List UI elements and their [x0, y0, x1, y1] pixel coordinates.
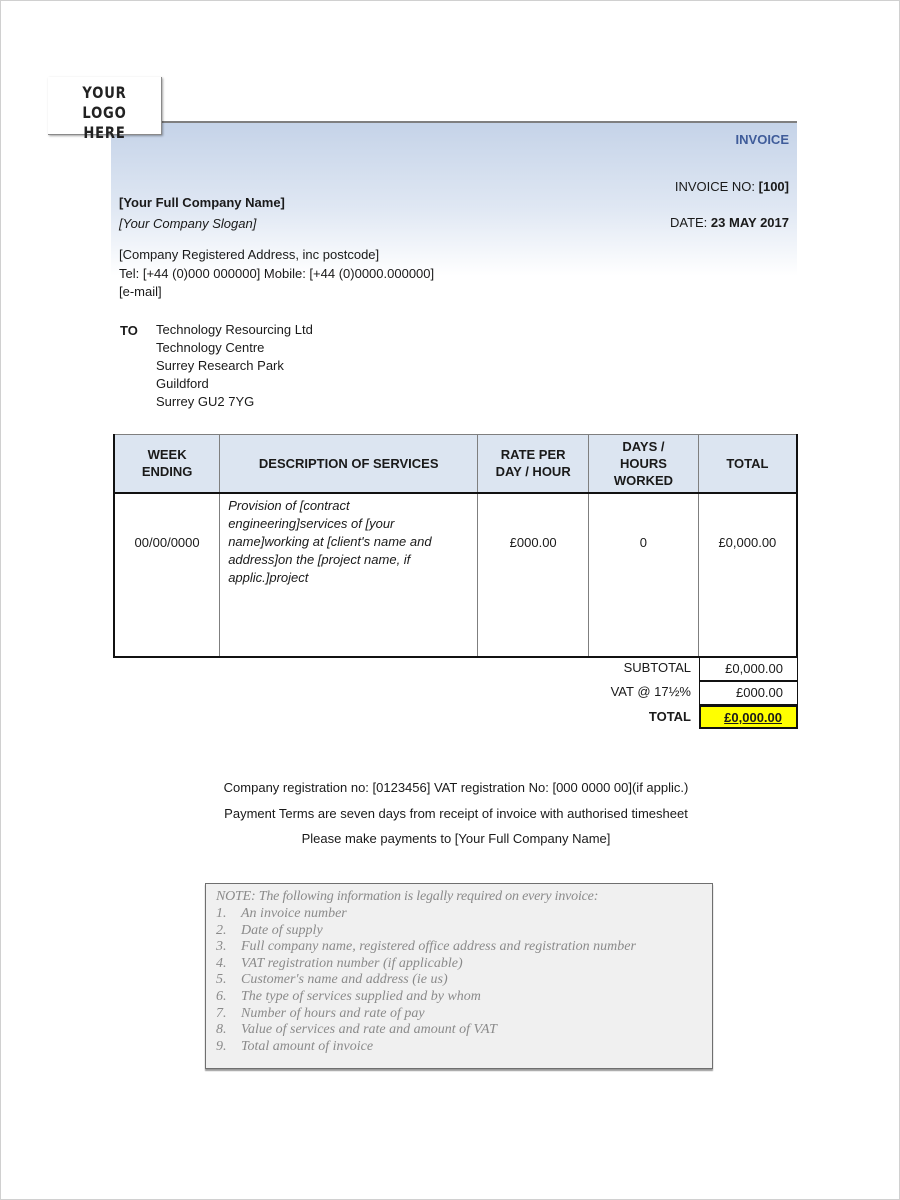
- list-item: 2. Date of supply: [216, 922, 323, 938]
- logo-line-2: HERE: [83, 123, 126, 142]
- company-phone: Tel: [+44 (0)000 000000] Mobile: [+44 (0)0000.000000]: [119, 265, 435, 281]
- recipient-line: Surrey GU2 7YG: [156, 394, 255, 409]
- invoice-date-value: 23 MAY 2017: [710, 215, 789, 230]
- recipient-line: Guildford: [156, 376, 209, 391]
- invoice-date: [670, 215, 789, 230]
- subtotal-value: £0,000.00: [699, 657, 798, 681]
- table-header-row: [114, 435, 797, 493]
- company-name: [Your Full Company Name]: [119, 195, 285, 210]
- subtotal-label: SUBTOTAL: [623, 660, 691, 675]
- recipient-label: TO: [120, 323, 138, 338]
- col-rate: RATE PER DAY / HOUR: [478, 435, 589, 493]
- cell-total: £0,000.00: [698, 493, 797, 657]
- services-table: [113, 434, 798, 658]
- list-item: 6. The type of services supplied and by whom: [216, 988, 481, 1004]
- registration-info: Company registration no: [0123456] VAT registration No: [000 0000 00](if applic.): [223, 780, 689, 795]
- company-slogan: [Your Company Slogan]: [119, 216, 257, 231]
- list-item: 4. VAT registration number (if applicable): [216, 955, 463, 971]
- list-item: 8. Value of services and rate and amount of VAT: [216, 1022, 497, 1038]
- list-item: 9. Total amount of invoice: [216, 1038, 374, 1054]
- vat-value: £000.00: [699, 681, 798, 705]
- col-total: TOTAL: [698, 435, 797, 493]
- invoice-number-label: INVOICE NO:: [674, 179, 756, 194]
- cell-rate: £000.00: [478, 493, 589, 657]
- recipient-line: Technology Resourcing Ltd: [156, 322, 313, 337]
- col-days-hours: DAYS / HOURS WORKED: [589, 435, 699, 493]
- invoice-date-label: DATE:: [669, 215, 708, 230]
- note-heading: NOTE: The following information is legally required on every invoice:: [216, 889, 599, 904]
- vat-label: VAT @ 17½%: [610, 684, 691, 699]
- list-item: 5. Customer's name and address (ie us): [216, 972, 448, 988]
- recipient-line: Technology Centre: [156, 340, 265, 355]
- list-item: 1. An invoice number: [216, 906, 347, 921]
- recipient-line: Surrey Research Park: [156, 358, 284, 373]
- company-email: [e-mail]: [119, 284, 162, 299]
- payment-terms: Payment Terms are seven days from receipt of invoice with authorised timesheet: [224, 806, 688, 821]
- cell-description: Provision of [contract engineering]services of [your name]working at [client's name and address]on the [project name, if applic.]project: [220, 493, 478, 657]
- logo-placeholder: [48, 77, 162, 142]
- col-description: DESCRIPTION OF SERVICES: [220, 435, 478, 493]
- total-label: TOTAL: [648, 709, 691, 724]
- note-list: [216, 906, 702, 1055]
- list-item: 3. Full company name, registered office address and registration number: [216, 939, 636, 955]
- invoice-number: [675, 179, 789, 194]
- list-item: 7. Number of hours and rate of pay: [216, 1005, 425, 1021]
- col-week-ending: WEEK ENDING: [114, 435, 220, 493]
- grand-total-value: £0,000.00: [699, 705, 798, 729]
- invoice-title: INVOICE: [735, 132, 789, 147]
- cell-days: 0: [589, 493, 699, 657]
- cell-week-ending: 00/00/0000: [114, 493, 220, 657]
- company-address: [Company Registered Address, inc postcode]: [119, 247, 380, 262]
- payment-instructions: Please make payments to [Your Full Company Name]: [301, 831, 611, 846]
- logo-line-1: YOUR LOGO: [82, 83, 127, 122]
- invoice-number-value: [100]: [758, 179, 789, 194]
- legal-note-box: [205, 883, 713, 1069]
- company-contact: [119, 246, 434, 302]
- recipient-address: [156, 321, 313, 411]
- table-row: [114, 493, 797, 657]
